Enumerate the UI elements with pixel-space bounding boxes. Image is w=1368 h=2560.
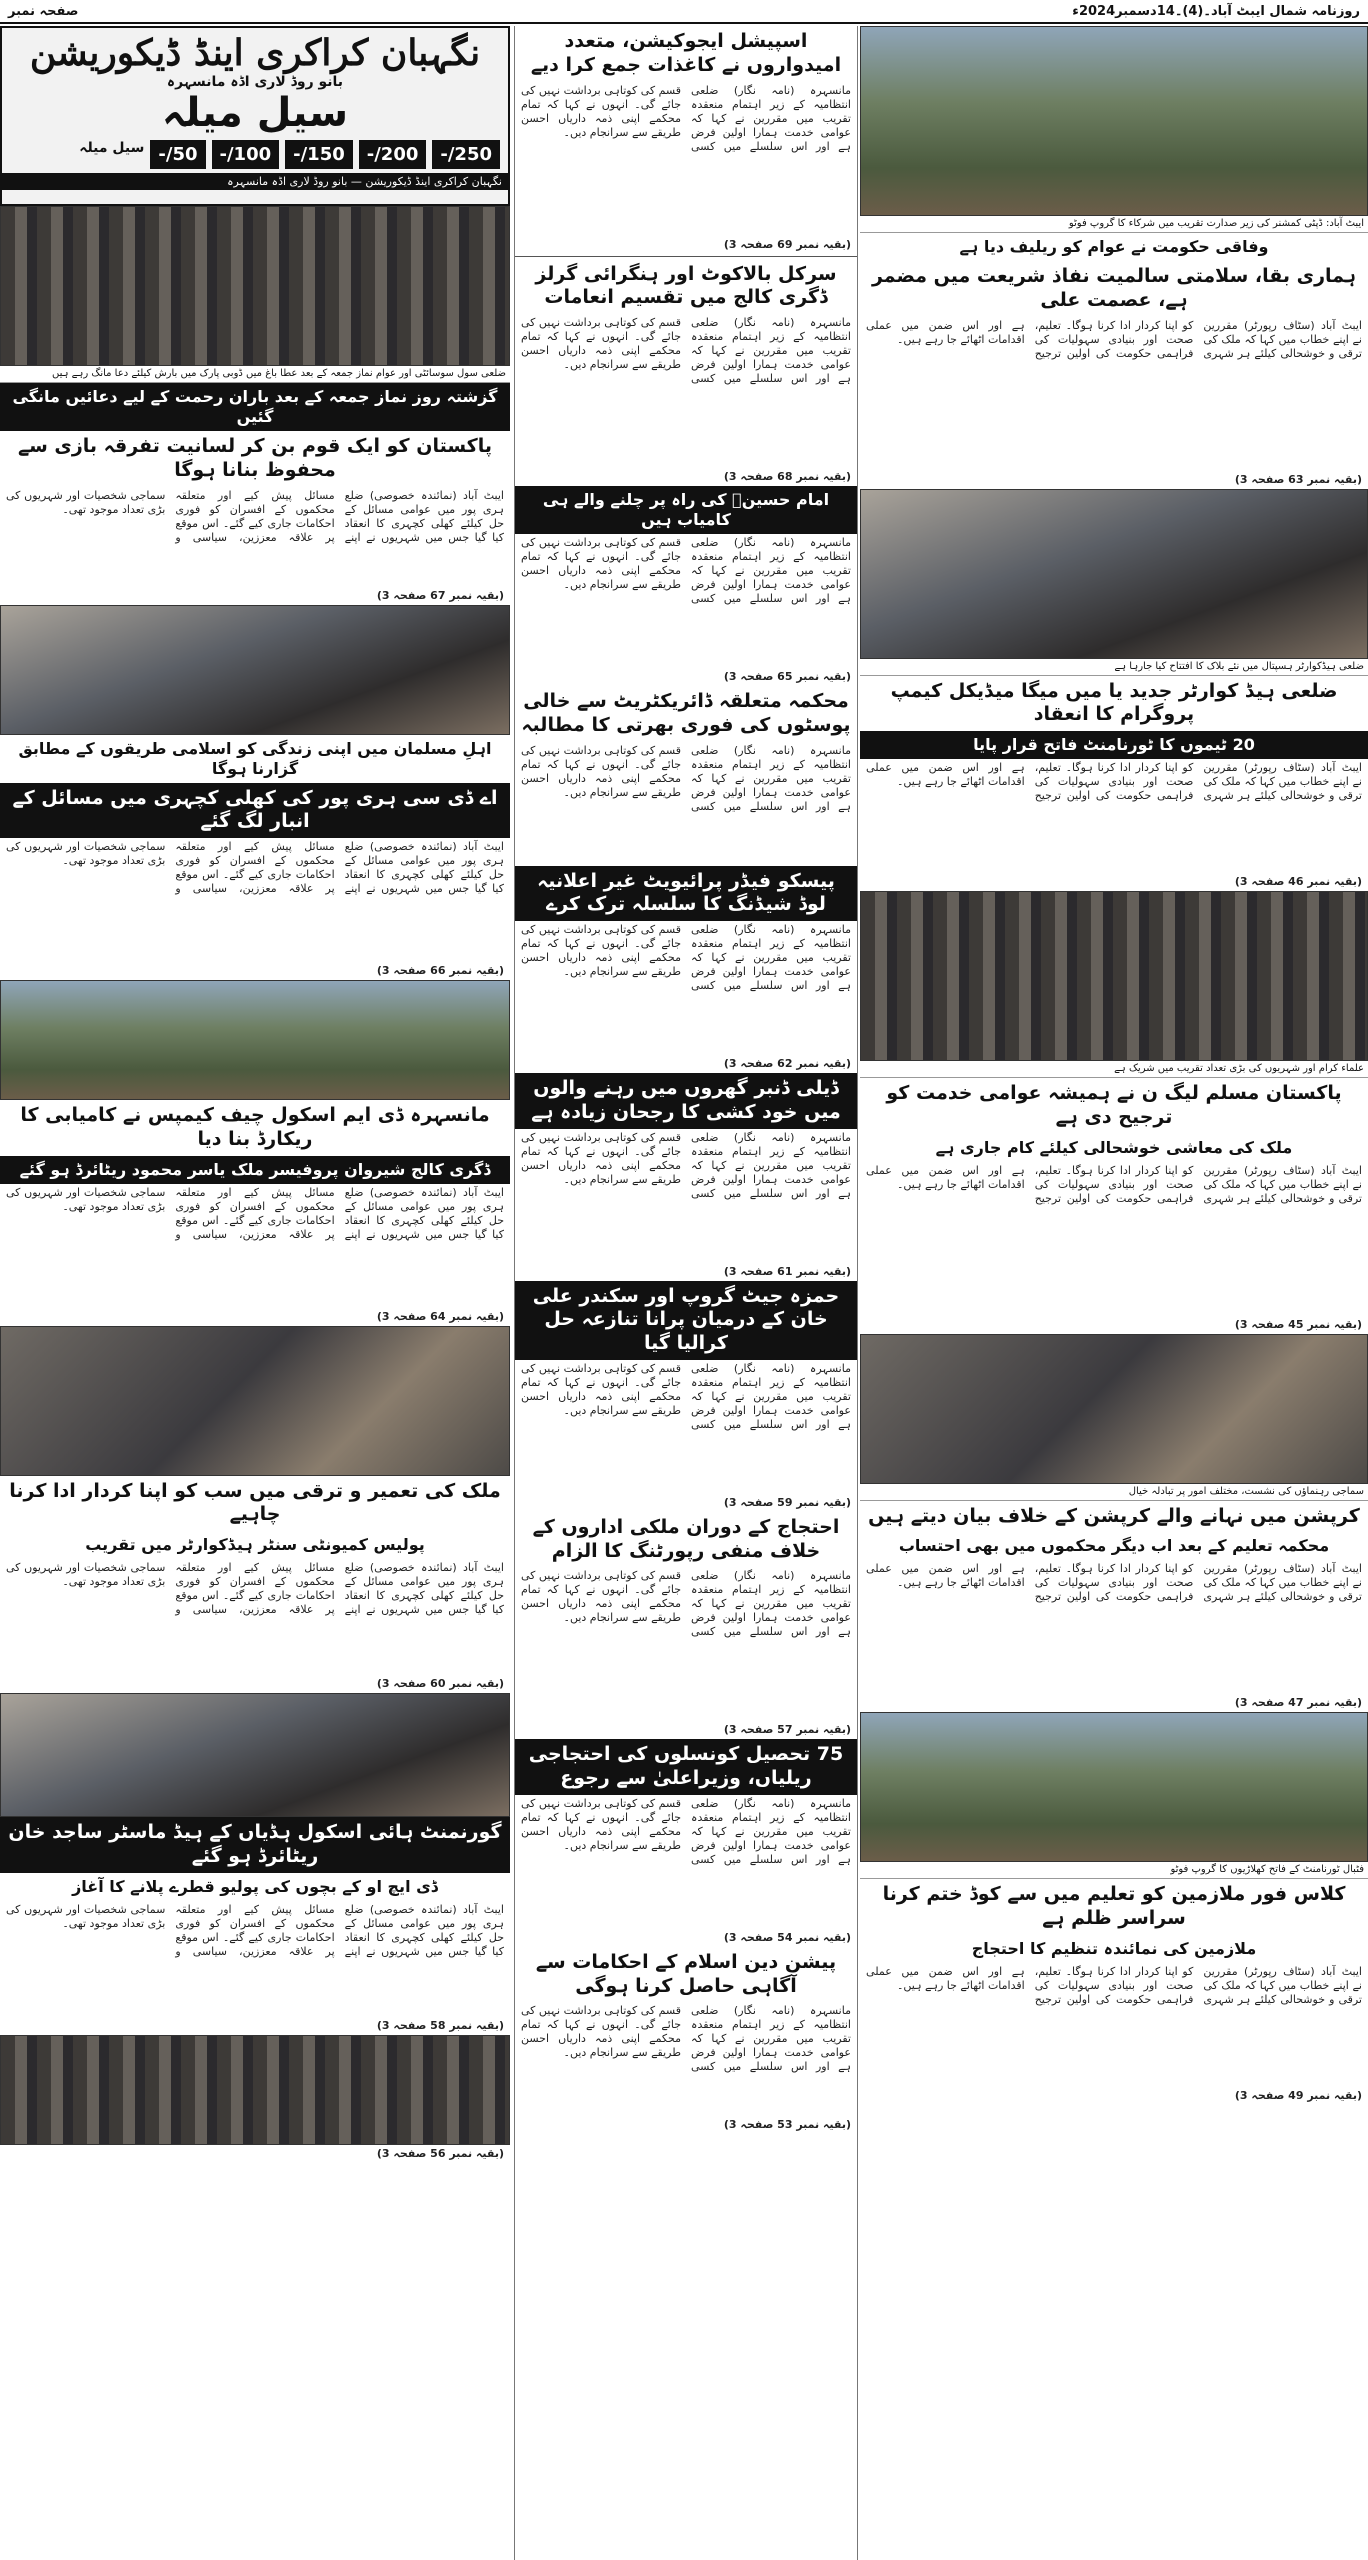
headline: ملک کی تعمیر و ترقی میں سب کو اپنا کردار ادا کرنا چاہیے xyxy=(9,1479,501,1526)
article-body: ایبٹ آباد (سٹاف رپورٹر) مقررین نے اپنے خطاب میں کہا کہ ملک کی ترقی و خوشحالی کیلئے ہر شہری کو اپنا کردار ادا کرنا ہوگا۔ تعلیم، صحت اور بنیادی سہولیات کی فراہمی حکومت کی اولین ترجیح ہے اور اس ضمن میں عملی اقدامات اٹھائے جا رہے ہیں۔ xyxy=(866,1163,1362,1205)
headline-side: ملازمین کی نمائندہ تنظیم کا احتجاج xyxy=(971,1938,1257,1958)
ad-price-list xyxy=(2,136,508,173)
headline: کلاس فور ملازمین کو تعلیم میں سے کوڈ ختم کرنا سراسر ظلم ہے xyxy=(882,1883,1346,1929)
continuation-note: (بقیہ نمبر 64 صفحہ 3) xyxy=(376,1309,504,1323)
ad-bottom-line: نگہبان کراکری اینڈ ڈیکوریشن — بانو روڈ لاری اڈہ مانسہرہ xyxy=(2,173,508,190)
news-photo xyxy=(860,1334,1368,1484)
headline: مانسہرہ ڈی ایم اسکول چیف کیمپس نے کامیابی کا ریکارڈ بنا دیا xyxy=(20,1104,490,1150)
continuation-note: (بقیہ نمبر 61 صفحہ 3) xyxy=(723,1264,851,1278)
divider xyxy=(515,256,857,257)
ad-price: 250/- xyxy=(432,140,500,169)
headline: امام حسینؓ کی راہ پر چلنے والے ہی کامیاب ہیں xyxy=(515,486,857,534)
left-column xyxy=(0,26,510,2560)
ad-price: 200/- xyxy=(359,140,427,169)
article-body: مانسہرہ (نامہ نگار) ضلعی انتظامیہ کے زیر اہتمام منعقدہ تقریب میں مقررین نے کہا کہ عوامی خدمت ہمارا اولین فرض ہے اور اس سلسلے میں کسی قسم کی کوتاہی برداشت نہیں کی جائے گی۔ انہوں نے کہا کہ تمام محکمے اپنی ذمہ داریاں احسن طریقے سے سرانجام دیں۔ xyxy=(521,83,851,153)
headline-side: اہلِ مسلمان میں اپنی زندگی کو اسلامی طریقوں کے مطابق گزارنا ہوگا xyxy=(18,738,492,778)
continuation-note: (بقیہ نمبر 54 صفحہ 3) xyxy=(723,1930,851,1944)
news-photo xyxy=(860,489,1368,659)
headline-side: ڈی ایچ او کے بچوں کی پولیو قطرے پلانے کا آغاز xyxy=(72,1876,438,1896)
news-photo xyxy=(0,2035,510,2145)
photo-caption: فٹبال ٹورنامنٹ کے فاتح کھلاڑیوں کا گروپ فوٹو xyxy=(860,1862,1368,1879)
article-body: مانسہرہ (نامہ نگار) ضلعی انتظامیہ کے زیر اہتمام منعقدہ تقریب میں مقررین نے کہا کہ عوامی خدمت ہمارا اولین فرض ہے اور اس سلسلے میں کسی قسم کی کوتاہی برداشت نہیں کی جائے گی۔ انہوں نے کہا کہ تمام محکمے اپنی ذمہ داریاں احسن طریقے سے سرانجام دیں۔ xyxy=(521,1361,851,1431)
continuation-note: (بقیہ نمبر 69 صفحہ 3) xyxy=(723,237,851,251)
continuation-note: (بقیہ نمبر 59 صفحہ 3) xyxy=(723,1495,851,1509)
headline-side: ملک کی معاشی خوشحالی کیلئے کام جاری ہے xyxy=(935,1137,1293,1157)
news-photo xyxy=(0,206,510,366)
continuation-note: (بقیہ نمبر 58 صفحہ 3) xyxy=(376,2018,504,2032)
masthead xyxy=(0,0,1368,24)
continuation-note: (بقیہ نمبر 49 صفحہ 3) xyxy=(1234,2088,1362,2102)
photo-caption: علماء کرام اور شہریوں کی بڑی تعداد تقریب میں شریک ہے xyxy=(860,1061,1368,1078)
ad-sale-small: سیل میلہ xyxy=(79,140,145,156)
article-body: مانسہرہ (نامہ نگار) ضلعی انتظامیہ کے زیر اہتمام منعقدہ تقریب میں مقررین نے کہا کہ عوامی خدمت ہمارا اولین فرض ہے اور اس سلسلے میں کسی قسم کی کوتاہی برداشت نہیں کی جائے گی۔ انہوں نے کہا کہ تمام محکمے اپنی ذمہ داریاں احسن طریقے سے سرانجام دیں۔ xyxy=(521,1569,851,1639)
ad-price: 100/- xyxy=(212,140,280,169)
ad-address: بانو روڈ لاری اڈہ مانسہرہ xyxy=(166,74,344,90)
article-body: ایبٹ آباد (نمائندہ خصوصی) ضلع ہری پور میں عوامی مسائل کے حل کیلئے کھلی کچہری کا انعقاد کیا گیا جس میں شہریوں نے اپنے مسائل پیش کیے اور متعلقہ محکموں کے افسران کو فوری احکامات جاری کیے گئے۔ اس موقع پر علاقہ معززین، سیاسی و سماجی شخصیات اور شہریوں کی بڑی تعداد موجود تھی۔ xyxy=(6,1902,504,1958)
ad-bottom-address: بانو روڈ لاری اڈہ مانسہرہ xyxy=(227,175,348,188)
article-body: مانسہرہ (نامہ نگار) ضلعی انتظامیہ کے زیر اہتمام منعقدہ تقریب میں مقررین نے کہا کہ عوامی خدمت ہمارا اولین فرض ہے اور اس سلسلے میں کسی قسم کی کوتاہی برداشت نہیں کی جائے گی۔ انہوں نے کہا کہ تمام محکمے اپنی ذمہ داریاں احسن طریقے سے سرانجام دیں۔ xyxy=(521,316,851,385)
headline: گورنمنٹ ہائی اسکول ہڈیاں کے ہیڈ ماسٹر ساجد خان ریٹائرڈ ہو گئے xyxy=(0,1817,510,1873)
continuation-note: (بقیہ نمبر 45 صفحہ 3) xyxy=(1234,1317,1362,1331)
news-photo xyxy=(860,891,1368,1061)
right-column xyxy=(860,26,1368,2560)
continuation-note: (بقیہ نمبر 56 صفحہ 3) xyxy=(376,2146,504,2160)
headline: ضلعی ہیڈ کوارٹر جدید یا میں میگا میڈیکل کیمپ پروگرام کا انعقاد xyxy=(890,679,1338,726)
middle-column xyxy=(514,26,858,2560)
photo-caption: ایبٹ آباد: ڈپٹی کمشنر کی زیر صدارت تقریب میں شرکاء کا گروپ فوٹو xyxy=(860,216,1368,233)
headline-side: 20 ٹیموں کا ٹورنامنٹ فاتح قرار پایا xyxy=(860,731,1368,759)
continuation-note: (بقیہ نمبر 46 صفحہ 3) xyxy=(1234,875,1362,888)
news-photo xyxy=(0,1326,510,1476)
headline: پیسکو فیڈر پرائیویٹ غیر اعلانیہ لوڈ شیڈنگ کا سلسلہ ترک کرے xyxy=(515,866,857,922)
news-photo xyxy=(860,1712,1368,1862)
headline: پاکستان مسلم لیگ ن نے ہمیشہ عوامی خدمت کو ترجیح دی ہے xyxy=(886,1082,1342,1128)
article-body: ایبٹ آباد (سٹاف رپورٹر) مقررین نے اپنے خطاب میں کہا کہ ملک کی ترقی و خوشحالی کیلئے ہر شہری کو اپنا کردار ادا کرنا ہوگا۔ تعلیم، صحت اور بنیادی سہولیات کی فراہمی حکومت کی اولین ترجیح ہے اور اس ضمن میں عملی اقدامات اٹھائے جا رہے ہیں۔ xyxy=(866,1964,1362,2006)
headline: سرکل بالاکوٹ اور ہنگرائی گرلز ڈگری کالج میں تقسیم انعامات xyxy=(535,262,837,309)
ad-sale-title: سیل میلہ xyxy=(161,90,349,136)
headline: اسپیشل ایجوکیشن، متعدد امیدواروں نے کاغذات جمع کرا دیے xyxy=(530,30,842,76)
article-body: مانسہرہ (نامہ نگار) ضلعی انتظامیہ کے زیر اہتمام منعقدہ تقریب میں مقررین نے کہا کہ عوامی خدمت ہمارا اولین فرض ہے اور اس سلسلے میں کسی قسم کی کوتاہی برداشت نہیں کی جائے گی۔ انہوں نے کہا کہ تمام محکمے اپنی ذمہ داریاں احسن طریقے سے سرانجام دیں۔ xyxy=(521,2004,851,2074)
photo-caption: ضلعی سول سوسائٹی اور عوام نماز جمعہ کے بعد عطا باغ میں ڈوبی پارک میں بارش کیلئے دعا مانگ رہے ہیں xyxy=(0,366,510,383)
continuation-note: (بقیہ نمبر 63 صفحہ 3) xyxy=(1234,472,1362,486)
continuation-note: (بقیہ نمبر 65 صفحہ 3) xyxy=(723,670,851,683)
headline-side: گزشتہ روز نماز جمعہ کے بعد باران رحمت کے لیے دعائیں مانگی گئیں xyxy=(0,383,510,431)
headline-side: محکمہ تعلیم کے بعد اب دیگر محکموں میں بھی احتساب xyxy=(898,1536,1330,1556)
headline-side: ڈگری کالج شیروان پروفیسر ملک یاسر محمود ریٹائرڈ ہو گئے xyxy=(0,1156,510,1184)
article-body: ایبٹ آباد (سٹاف رپورٹر) مقررین نے اپنے خطاب میں کہا کہ ملک کی ترقی و خوشحالی کیلئے ہر شہری کو اپنا کردار ادا کرنا ہوگا۔ تعلیم، صحت اور بنیادی سہولیات کی فراہمی حکومت کی اولین ترجیح ہے اور اس ضمن میں عملی اقدامات اٹھائے جا رہے ہیں۔ xyxy=(866,318,1362,360)
continuation-note: (بقیہ نمبر 68 صفحہ 3) xyxy=(723,470,851,483)
continuation-note: (بقیہ نمبر 66 صفحہ 3) xyxy=(376,964,504,977)
article-body: مانسہرہ (نامہ نگار) ضلعی انتظامیہ کے زیر اہتمام منعقدہ تقریب میں مقررین نے کہا کہ عوامی خدمت ہمارا اولین فرض ہے اور اس سلسلے میں کسی قسم کی کوتاہی برداشت نہیں کی جائے گی۔ انہوں نے کہا کہ تمام محکمے اپنی ذمہ داریاں احسن طریقے سے سرانجام دیں۔ xyxy=(521,1130,851,1200)
ad-brand: نگہبان کراکری اینڈ ڈیکوریشن xyxy=(29,32,481,74)
continuation-note: (بقیہ نمبر 53 صفحہ 3) xyxy=(723,2118,851,2132)
news-photo xyxy=(860,26,1368,216)
headline: اے ڈی سی ہری پور کی کھلی کچہری میں مسائل کے انبار لگ گئے xyxy=(0,783,510,839)
news-photo xyxy=(0,980,510,1100)
article-body: ایبٹ آباد (نمائندہ خصوصی) ضلع ہری پور میں عوامی مسائل کے حل کیلئے کھلی کچہری کا انعقاد کیا گیا جس میں شہریوں نے اپنے مسائل پیش کیے اور متعلقہ محکموں کے افسران کو فوری احکامات جاری کیے گئے۔ اس موقع پر علاقہ معززین، سیاسی و سماجی شخصیات اور شہریوں کی بڑی تعداد موجود تھی۔ xyxy=(6,1185,504,1241)
article-body: مانسہرہ (نامہ نگار) ضلعی انتظامیہ کے زیر اہتمام منعقدہ تقریب میں مقررین نے کہا کہ عوامی خدمت ہمارا اولین فرض ہے اور اس سلسلے میں کسی قسم کی کوتاہی برداشت نہیں کی جائے گی۔ انہوں نے کہا کہ تمام محکمے اپنی ذمہ داریاں احسن طریقے سے سرانجام دیں۔ xyxy=(521,743,851,813)
headline: پاکستان کو ایک قوم بن کر لسانیت تفرقہ بازی سے محفوظ بنانا ہوگا xyxy=(18,435,492,481)
headline: حمزہ جیٹ گروپ اور سکندر علی خان کے درمیان پرانا تنازعہ حل کرالیا گیا xyxy=(515,1281,857,1360)
continuation-note: (بقیہ نمبر 47 صفحہ 3) xyxy=(1234,1696,1362,1710)
headline: 75 تحصیل کونسلوں کی احتجاجی ریلیاں، وزیراعلیٰ سے رجوع xyxy=(515,1739,857,1795)
article-body: مانسہرہ (نامہ نگار) ضلعی انتظامیہ کے زیر اہتمام منعقدہ تقریب میں مقررین نے کہا کہ عوامی خدمت ہمارا اولین فرض ہے اور اس سلسلے میں کسی قسم کی کوتاہی برداشت نہیں کی جائے گی۔ انہوں نے کہا کہ تمام محکمے اپنی ذمہ داریاں احسن طریقے سے سرانجام دیں۔ xyxy=(521,923,851,992)
headline: محکمہ متعلقہ ڈائریکٹریٹ سے خالی پوسٹوں کی فوری بھرتی کا مطالبہ xyxy=(521,690,851,736)
headline: احتجاج کے دوران ملکی اداروں کے خلاف منفی رپورٹنگ کا الزام xyxy=(532,1515,840,1562)
continuation-note: (بقیہ نمبر 67 صفحہ 3) xyxy=(376,588,504,602)
headline: پیشن دین اسلام کے احکامات سے آگاہی حاصل کرنا ہوگی xyxy=(535,1950,837,1997)
article-body: ایبٹ آباد (سٹاف رپورٹر) مقررین نے اپنے خطاب میں کہا کہ ملک کی ترقی و خوشحالی کیلئے ہر شہری کو اپنا کردار ادا کرنا ہوگا۔ تعلیم، صحت اور بنیادی سہولیات کی فراہمی حکومت کی اولین ترجیح ہے اور اس ضمن میں عملی اقدامات اٹھائے جا رہے ہیں۔ xyxy=(866,1562,1362,1604)
page-label: صفحہ نمبر xyxy=(8,3,79,19)
ad-price: 150/- xyxy=(285,140,353,169)
continuation-note: (بقیہ نمبر 57 صفحہ 3) xyxy=(723,1723,851,1737)
news-photo xyxy=(0,1693,510,1817)
edition-line: روزنامہ شمال ایبٹ آباد۔(4)۔14دسمبر2024ء xyxy=(1072,3,1360,19)
headline: کرپشن میں نہانے والے کرپشن کے خلاف بیان دیتے ہیں xyxy=(868,1504,1360,1527)
headline-side: وفاقی حکومت نے عوام کو ریلیف دیا ہے xyxy=(959,237,1269,256)
article-body: ایبٹ آباد (نمائندہ خصوصی) ضلع ہری پور میں عوامی مسائل کے حل کیلئے کھلی کچہری کا انعقاد کیا گیا جس میں شہریوں نے اپنے مسائل پیش کیے اور متعلقہ محکموں کے افسران کو فوری احکامات جاری کیے گئے۔ اس موقع پر علاقہ معززین، سیاسی و سماجی شخصیات اور شہریوں کی بڑی تعداد موجود تھی۔ xyxy=(6,1561,504,1616)
ad-price: 50/- xyxy=(150,140,205,169)
news-photo xyxy=(0,605,510,735)
photo-caption: ضلعی ہیڈکوارٹر ہسپتال میں نئے بلاک کا افتتاح کیا جارہا ہے xyxy=(860,659,1368,676)
article-body: ایبٹ آباد (سٹاف رپورٹر) مقررین نے اپنے خطاب میں کہا کہ ملک کی ترقی و خوشحالی کیلئے ہر شہری کو اپنا کردار ادا کرنا ہوگا۔ تعلیم، صحت اور بنیادی سہولیات کی فراہمی حکومت کی اولین ترجیح ہے اور اس ضمن میں عملی اقدامات اٹھائے جا رہے ہیں۔ xyxy=(866,761,1362,802)
continuation-note: (بقیہ نمبر 62 صفحہ 3) xyxy=(723,1057,851,1070)
headline-side: پولیس کمیونٹی سنٹر ہیڈکوارٹر میں تقریب xyxy=(85,1535,425,1554)
continuation-note: (بقیہ نمبر 60 صفحہ 3) xyxy=(376,1677,504,1690)
article-body: ایبٹ آباد (نمائندہ خصوصی) ضلع ہری پور میں عوامی مسائل کے حل کیلئے کھلی کچہری کا انعقاد کیا گیا جس میں شہریوں نے اپنے مسائل پیش کیے اور متعلقہ محکموں کے افسران کو فوری احکامات جاری کیے گئے۔ اس موقع پر علاقہ معززین، سیاسی و سماجی شخصیات اور شہریوں کی بڑی تعداد موجود تھی۔ xyxy=(6,840,504,895)
crockery-advertisement xyxy=(0,26,510,206)
ad-bottom-brand: نگہبان کراکری اینڈ ڈیکوریشن xyxy=(365,175,502,188)
headline: ڈیلی ڈنبر گھروں میں رہنے والوں میں خود کشی کا رجحان زیادہ ہے xyxy=(515,1073,857,1129)
article-body: ایبٹ آباد (نمائندہ خصوصی) ضلع ہری پور میں عوامی مسائل کے حل کیلئے کھلی کچہری کا انعقاد کیا گیا جس میں شہریوں نے اپنے مسائل پیش کیے اور متعلقہ محکموں کے افسران کو فوری احکامات جاری کیے گئے۔ اس موقع پر علاقہ معززین، سیاسی و سماجی شخصیات اور شہریوں کی بڑی تعداد موجود تھی۔ xyxy=(6,488,504,544)
headline: ہماری بقا، سلامتی سالمیت نفاذ شریعت میں مضمر ہے، عصمت علی xyxy=(871,265,1357,311)
article-body: مانسہرہ (نامہ نگار) ضلعی انتظامیہ کے زیر اہتمام منعقدہ تقریب میں مقررین نے کہا کہ عوامی خدمت ہمارا اولین فرض ہے اور اس سلسلے میں کسی قسم کی کوتاہی برداشت نہیں کی جائے گی۔ انہوں نے کہا کہ تمام محکمے اپنی ذمہ داریاں احسن طریقے سے سرانجام دیں۔ xyxy=(521,536,851,605)
article-body: مانسہرہ (نامہ نگار) ضلعی انتظامیہ کے زیر اہتمام منعقدہ تقریب میں مقررین نے کہا کہ عوامی خدمت ہمارا اولین فرض ہے اور اس سلسلے میں کسی قسم کی کوتاہی برداشت نہیں کی جائے گی۔ انہوں نے کہا کہ تمام محکمے اپنی ذمہ داریاں احسن طریقے سے سرانجام دیں۔ xyxy=(521,1796,851,1866)
photo-caption: سماجی رہنماؤں کی نشست، مختلف امور پر تبادلہ خیال xyxy=(860,1484,1368,1501)
